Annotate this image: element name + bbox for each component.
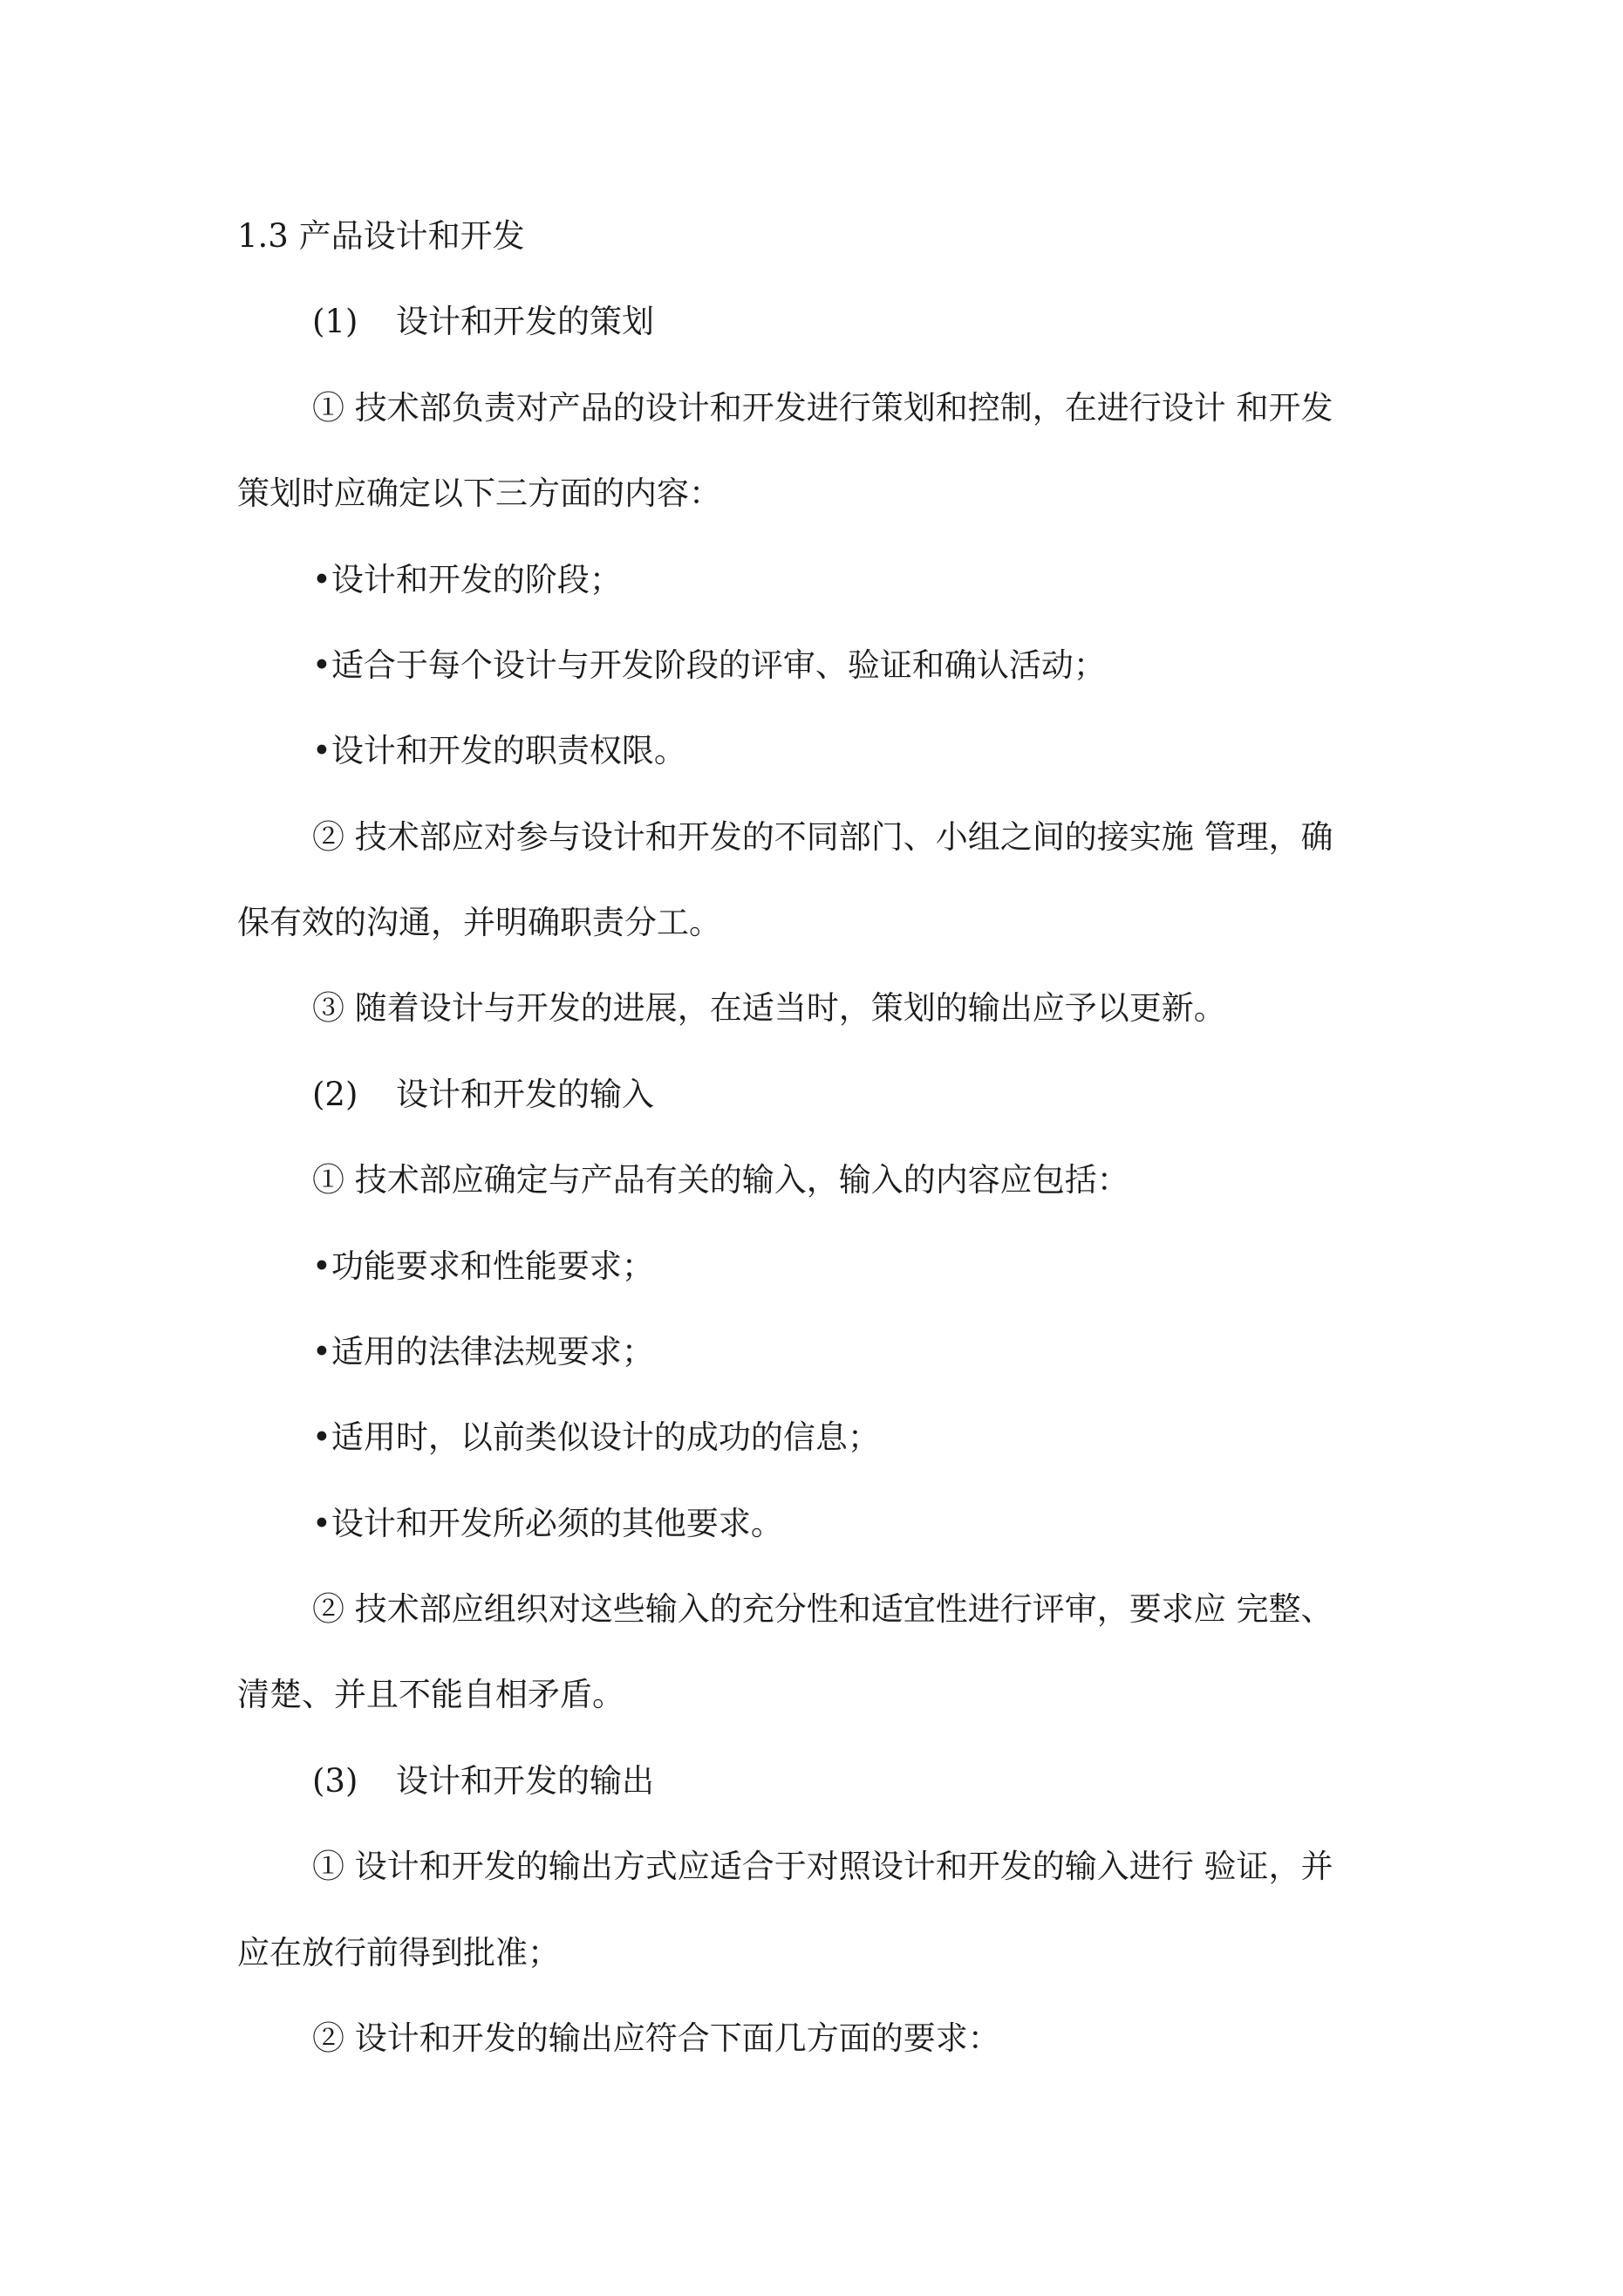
subsection-title: 设计和开发的输入: [396, 1076, 654, 1113]
bullet-item: •设计和开发的职责权限。: [312, 732, 686, 769]
paragraph-line: ① 技术部负责对产品的设计和开发进行策划和控制，在进行设计 和开发: [312, 389, 1333, 427]
subsection-number: (3): [312, 1762, 358, 1800]
bullet-item: •适用的法律法规要求；: [312, 1333, 654, 1370]
bullet-item: •功能要求和性能要求；: [312, 1247, 654, 1285]
subsection-heading: [312, 300, 654, 344]
subsection-number: (2): [312, 1076, 358, 1113]
paragraph-line: ① 技术部应确定与产品有关的输入，输入的内容应包括：: [312, 1161, 1129, 1199]
paragraph-line: 清楚、并且不能自相矛盾。: [237, 1676, 624, 1713]
paragraph-line: ② 设计和开发的输出应符合下面几方面的要求：: [312, 2019, 1000, 2057]
subsection-title: 设计和开发的策划: [396, 303, 654, 340]
paragraph-line: 保有效的沟通，并明确职责分工。: [237, 904, 721, 941]
subsection-title: 设计和开发的输出: [396, 1762, 654, 1800]
bullet-item: •设计和开发的阶段；: [312, 561, 622, 598]
paragraph-line: ① 设计和开发的输出方式应适合于对照设计和开发的输入进行 验证，并: [312, 1848, 1333, 1885]
paragraph-line: 应在放行前得到批准；: [237, 1934, 560, 1971]
subsection-heading: [312, 1073, 654, 1117]
paragraph-line: ② 技术部应组织对这些输入的充分性和适宜性进行评审，要求应 完整、: [312, 1590, 1333, 1628]
bullet-item: •设计和开发所必须的其他要求。: [312, 1505, 783, 1542]
paragraph-line: 策划时应确定以下三方面的内容：: [237, 475, 721, 512]
subsection-heading: [312, 1760, 654, 1803]
paragraph-line: ③ 随着设计与开发的进展，在适当时，策划的输出应予以更新。: [312, 989, 1226, 1027]
paragraph-line: ② 技术部应对参与设计和开发的不同部门、小组之间的接实施 管理，确: [312, 818, 1333, 856]
section-heading: 1.3 产品设计和开发: [237, 217, 525, 255]
subsection-number: (1): [312, 303, 358, 340]
bullet-item: •适合于每个设计与开发阶段的评审、验证和确认活动；: [312, 646, 1106, 684]
bullet-item: •适用时，以前类似设计的成功的信息；: [312, 1418, 880, 1456]
